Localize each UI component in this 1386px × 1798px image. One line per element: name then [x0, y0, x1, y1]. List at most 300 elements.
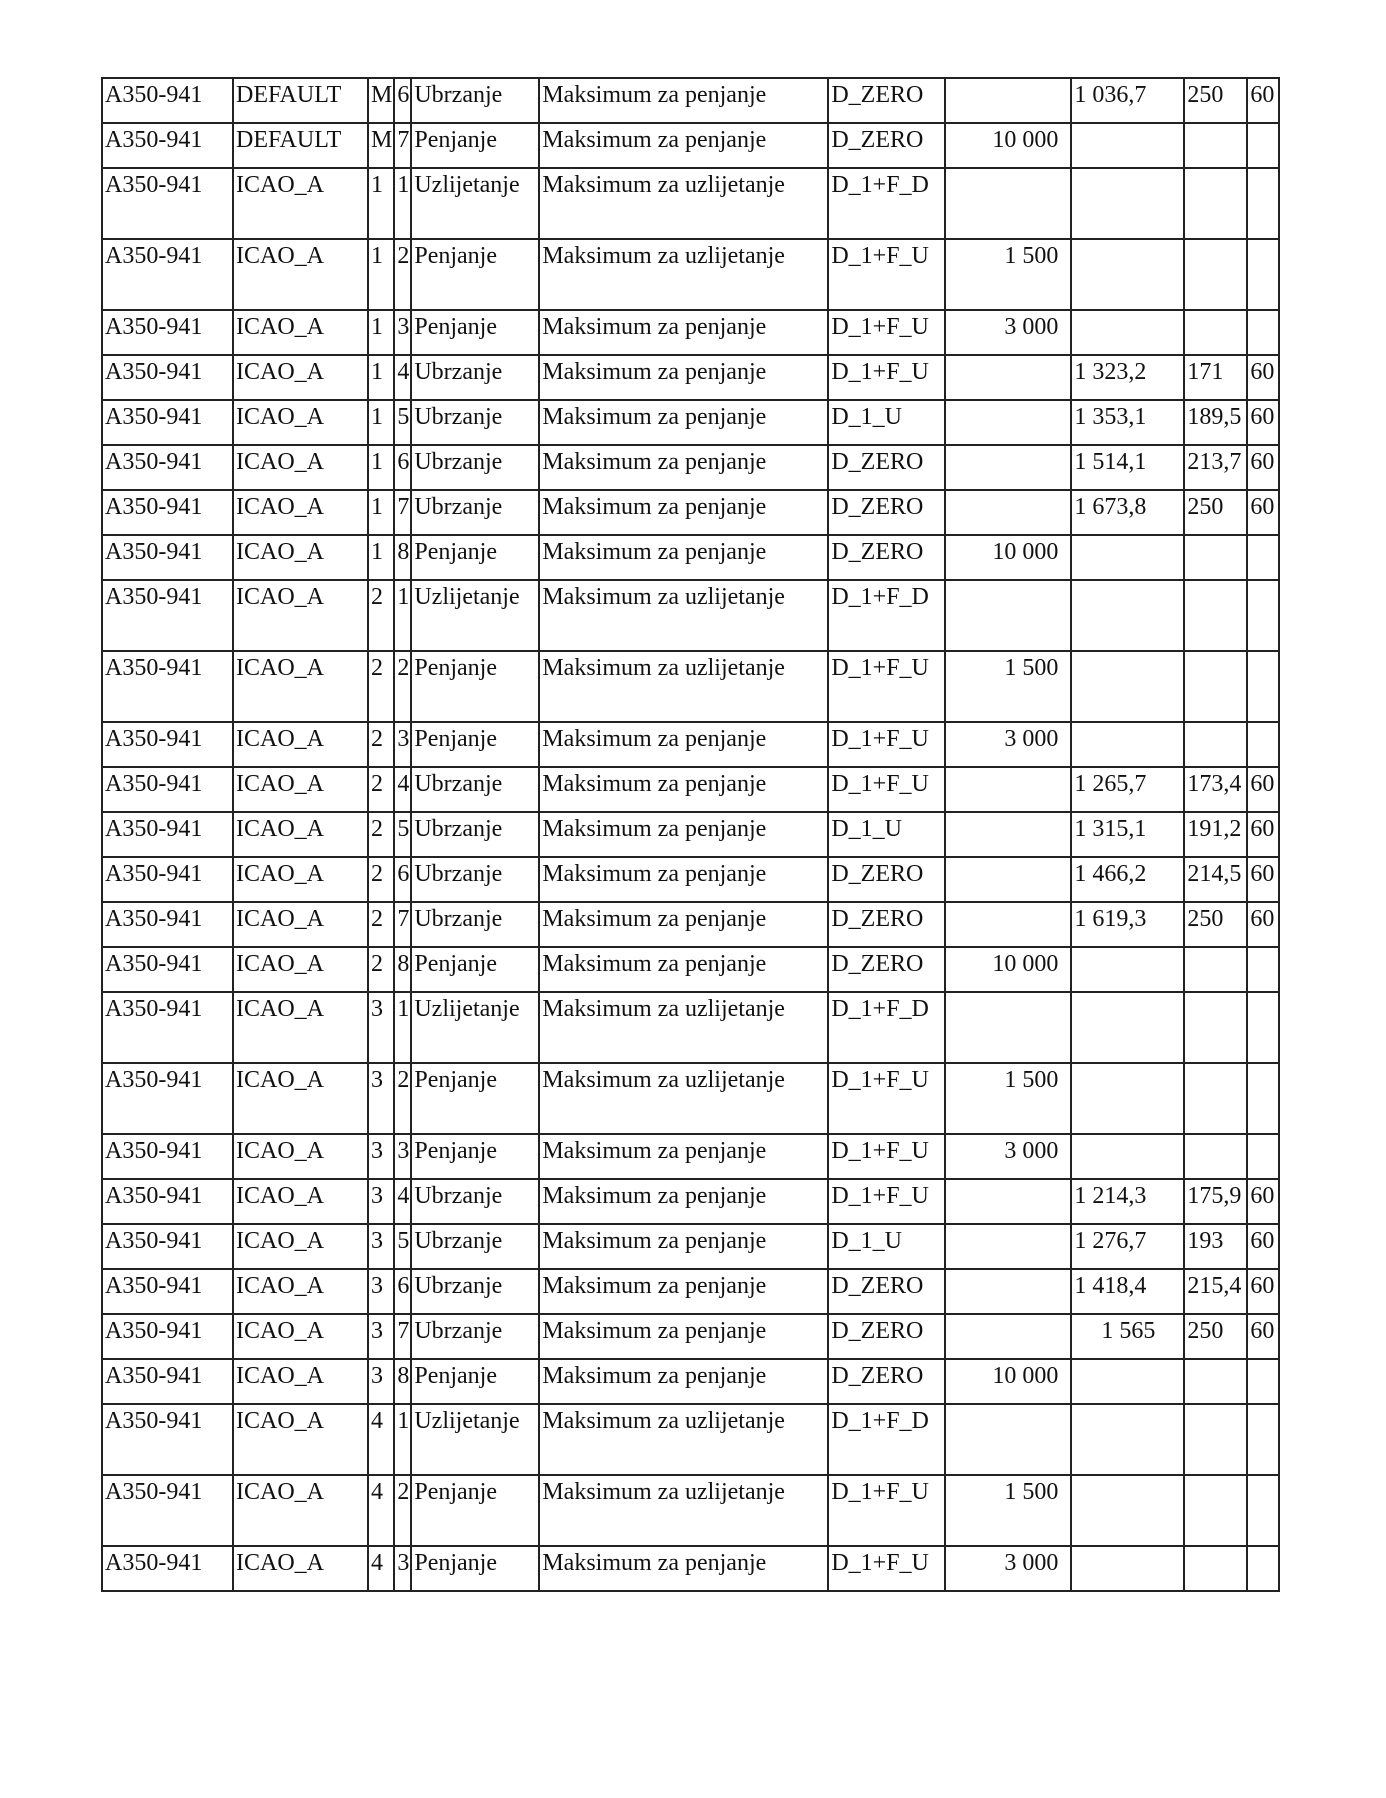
phase-cell: Ubrzanje: [411, 857, 539, 902]
angle-cell: 60: [1247, 400, 1279, 445]
config-cell: D_ZERO: [828, 490, 945, 535]
table-row: [102, 123, 1279, 168]
altitude-cell: [945, 1179, 1071, 1224]
angle-cell: 60: [1247, 78, 1279, 123]
aircraft-cell: A350-941: [102, 1546, 233, 1591]
angle-cell: 60: [1247, 1314, 1279, 1359]
aircraft-cell: A350-941: [102, 1134, 233, 1179]
phase-cell: Ubrzanje: [411, 812, 539, 857]
procedure-cell: ICAO_A: [233, 239, 368, 310]
procedure-cell: ICAO_A: [233, 1546, 368, 1591]
table-row: [102, 857, 1279, 902]
table-row: [102, 168, 1279, 239]
thrust-cell: Maksimum za uzlijetanje: [539, 992, 828, 1063]
thrust-cell: Maksimum za penjanje: [539, 400, 828, 445]
distance-cell: [1071, 168, 1184, 239]
speed-cell: 189,5: [1184, 400, 1247, 445]
config-cell: D_1+F_D: [828, 168, 945, 239]
phase-cell: Ubrzanje: [411, 400, 539, 445]
config-cell: D_ZERO: [828, 857, 945, 902]
speed-cell: [1184, 1063, 1247, 1134]
distance-cell: 1 418,4: [1071, 1269, 1184, 1314]
altitude-cell: [945, 902, 1071, 947]
altitude-cell: [945, 1314, 1071, 1359]
phase-cell: Ubrzanje: [411, 445, 539, 490]
distance-cell: 1 265,7: [1071, 767, 1184, 812]
step-cell: 5: [394, 1224, 411, 1269]
procedure-cell: ICAO_A: [233, 400, 368, 445]
step-cell: 2: [394, 1475, 411, 1546]
procedure-cell: ICAO_A: [233, 857, 368, 902]
group-cell: M: [368, 123, 394, 168]
group-cell: 2: [368, 947, 394, 992]
phase-cell: Uzlijetanje: [411, 1404, 539, 1475]
step-cell: 7: [394, 123, 411, 168]
angle-cell: [1247, 239, 1279, 310]
step-cell: 4: [394, 767, 411, 812]
aircraft-cell: A350-941: [102, 812, 233, 857]
speed-cell: 175,9: [1184, 1179, 1247, 1224]
phase-cell: Ubrzanje: [411, 78, 539, 123]
thrust-cell: Maksimum za penjanje: [539, 490, 828, 535]
data-table: [101, 77, 1280, 1592]
config-cell: D_1+F_U: [828, 767, 945, 812]
distance-cell: [1071, 580, 1184, 651]
group-cell: 2: [368, 902, 394, 947]
thrust-cell: Maksimum za penjanje: [539, 857, 828, 902]
speed-cell: 171: [1184, 355, 1247, 400]
speed-cell: [1184, 1546, 1247, 1591]
thrust-cell: Maksimum za uzlijetanje: [539, 1063, 828, 1134]
phase-cell: Ubrzanje: [411, 490, 539, 535]
aircraft-cell: A350-941: [102, 535, 233, 580]
group-cell: 2: [368, 651, 394, 722]
thrust-cell: Maksimum za penjanje: [539, 1224, 828, 1269]
altitude-cell: 1 500: [945, 651, 1071, 722]
group-cell: 3: [368, 992, 394, 1063]
step-cell: 6: [394, 78, 411, 123]
group-cell: 3: [368, 1359, 394, 1404]
distance-cell: 1 565: [1071, 1314, 1184, 1359]
altitude-cell: [945, 168, 1071, 239]
speed-cell: [1184, 310, 1247, 355]
config-cell: D_ZERO: [828, 1269, 945, 1314]
table-row: [102, 651, 1279, 722]
table-row: [102, 947, 1279, 992]
thrust-cell: Maksimum za penjanje: [539, 947, 828, 992]
procedure-cell: ICAO_A: [233, 947, 368, 992]
table-row: [102, 1546, 1279, 1591]
speed-cell: 214,5: [1184, 857, 1247, 902]
aircraft-cell: A350-941: [102, 445, 233, 490]
step-cell: 1: [394, 1404, 411, 1475]
distance-cell: [1071, 123, 1184, 168]
thrust-cell: Maksimum za penjanje: [539, 767, 828, 812]
altitude-cell: [945, 445, 1071, 490]
altitude-cell: [945, 1404, 1071, 1475]
speed-cell: [1184, 168, 1247, 239]
altitude-cell: [945, 1224, 1071, 1269]
thrust-cell: Maksimum za uzlijetanje: [539, 1404, 828, 1475]
distance-cell: 1 466,2: [1071, 857, 1184, 902]
group-cell: 4: [368, 1546, 394, 1591]
config-cell: D_1+F_U: [828, 310, 945, 355]
aircraft-cell: A350-941: [102, 1404, 233, 1475]
procedure-cell: ICAO_A: [233, 1475, 368, 1546]
table-row: [102, 992, 1279, 1063]
procedure-cell: ICAO_A: [233, 812, 368, 857]
angle-cell: [1247, 1546, 1279, 1591]
aircraft-cell: A350-941: [102, 767, 233, 812]
phase-cell: Ubrzanje: [411, 1224, 539, 1269]
aircraft-cell: A350-941: [102, 1063, 233, 1134]
table-row: [102, 535, 1279, 580]
phase-cell: Penjanje: [411, 1134, 539, 1179]
group-cell: 1: [368, 490, 394, 535]
thrust-cell: Maksimum za penjanje: [539, 1359, 828, 1404]
phase-cell: Penjanje: [411, 239, 539, 310]
angle-cell: 60: [1247, 902, 1279, 947]
group-cell: 3: [368, 1134, 394, 1179]
thrust-cell: Maksimum za penjanje: [539, 1134, 828, 1179]
group-cell: 2: [368, 812, 394, 857]
table-row: [102, 1134, 1279, 1179]
thrust-cell: Maksimum za penjanje: [539, 1179, 828, 1224]
aircraft-cell: A350-941: [102, 722, 233, 767]
speed-cell: 250: [1184, 490, 1247, 535]
step-cell: 8: [394, 535, 411, 580]
procedure-cell: ICAO_A: [233, 1063, 368, 1134]
table-row: [102, 400, 1279, 445]
altitude-cell: 10 000: [945, 123, 1071, 168]
speed-cell: [1184, 1359, 1247, 1404]
speed-cell: 193: [1184, 1224, 1247, 1269]
group-cell: 4: [368, 1475, 394, 1546]
phase-cell: Ubrzanje: [411, 1269, 539, 1314]
speed-cell: [1184, 1404, 1247, 1475]
config-cell: D_1+F_D: [828, 1404, 945, 1475]
speed-cell: 213,7: [1184, 445, 1247, 490]
config-cell: D_ZERO: [828, 1314, 945, 1359]
distance-cell: [1071, 947, 1184, 992]
table-row: [102, 1179, 1279, 1224]
table-row: [102, 1269, 1279, 1314]
procedure-cell: ICAO_A: [233, 355, 368, 400]
procedure-cell: ICAO_A: [233, 1314, 368, 1359]
group-cell: M: [368, 78, 394, 123]
distance-cell: 1 036,7: [1071, 78, 1184, 123]
aircraft-cell: A350-941: [102, 400, 233, 445]
speed-cell: [1184, 239, 1247, 310]
distance-cell: 1 353,1: [1071, 400, 1184, 445]
angle-cell: 60: [1247, 1269, 1279, 1314]
altitude-cell: 1 500: [945, 1063, 1071, 1134]
table-row: [102, 767, 1279, 812]
speed-cell: 250: [1184, 1314, 1247, 1359]
angle-cell: 60: [1247, 1224, 1279, 1269]
angle-cell: 60: [1247, 767, 1279, 812]
angle-cell: 60: [1247, 1179, 1279, 1224]
speed-cell: 250: [1184, 78, 1247, 123]
config-cell: D_ZERO: [828, 445, 945, 490]
procedure-cell: ICAO_A: [233, 580, 368, 651]
altitude-cell: 3 000: [945, 1134, 1071, 1179]
distance-cell: [1071, 239, 1184, 310]
altitude-cell: 10 000: [945, 535, 1071, 580]
distance-cell: [1071, 992, 1184, 1063]
phase-cell: Uzlijetanje: [411, 168, 539, 239]
speed-cell: 173,4: [1184, 767, 1247, 812]
aircraft-cell: A350-941: [102, 1224, 233, 1269]
altitude-cell: [945, 767, 1071, 812]
distance-cell: [1071, 651, 1184, 722]
altitude-cell: 3 000: [945, 722, 1071, 767]
aircraft-cell: A350-941: [102, 1475, 233, 1546]
speed-cell: [1184, 1134, 1247, 1179]
angle-cell: [1247, 1359, 1279, 1404]
distance-cell: [1071, 1475, 1184, 1546]
speed-cell: [1184, 1475, 1247, 1546]
procedure-cell: DEFAULT: [233, 78, 368, 123]
angle-cell: 60: [1247, 857, 1279, 902]
thrust-cell: Maksimum za penjanje: [539, 902, 828, 947]
speed-cell: [1184, 580, 1247, 651]
group-cell: 3: [368, 1269, 394, 1314]
altitude-cell: [945, 78, 1071, 123]
config-cell: D_ZERO: [828, 902, 945, 947]
thrust-cell: Maksimum za uzlijetanje: [539, 239, 828, 310]
phase-cell: Ubrzanje: [411, 902, 539, 947]
step-cell: 8: [394, 947, 411, 992]
altitude-cell: [945, 580, 1071, 651]
group-cell: 3: [368, 1063, 394, 1134]
aircraft-cell: A350-941: [102, 1359, 233, 1404]
group-cell: 1: [368, 400, 394, 445]
group-cell: 3: [368, 1224, 394, 1269]
step-cell: 5: [394, 812, 411, 857]
speed-cell: [1184, 535, 1247, 580]
procedure-cell: ICAO_A: [233, 767, 368, 812]
step-cell: 4: [394, 355, 411, 400]
config-cell: D_1_U: [828, 1224, 945, 1269]
aircraft-cell: A350-941: [102, 490, 233, 535]
table-row: [102, 1063, 1279, 1134]
phase-cell: Penjanje: [411, 1359, 539, 1404]
procedure-cell: ICAO_A: [233, 651, 368, 722]
thrust-cell: Maksimum za penjanje: [539, 1546, 828, 1591]
thrust-cell: Maksimum za uzlijetanje: [539, 1475, 828, 1546]
distance-cell: [1071, 722, 1184, 767]
config-cell: D_ZERO: [828, 123, 945, 168]
config-cell: D_1+F_U: [828, 1475, 945, 1546]
altitude-cell: [945, 490, 1071, 535]
phase-cell: Uzlijetanje: [411, 992, 539, 1063]
distance-cell: 1 323,2: [1071, 355, 1184, 400]
phase-cell: Ubrzanje: [411, 1314, 539, 1359]
table-row: [102, 445, 1279, 490]
angle-cell: [1247, 580, 1279, 651]
config-cell: D_1+F_U: [828, 722, 945, 767]
speed-cell: [1184, 947, 1247, 992]
thrust-cell: Maksimum za penjanje: [539, 722, 828, 767]
altitude-cell: [945, 400, 1071, 445]
phase-cell: Penjanje: [411, 1475, 539, 1546]
config-cell: D_1+F_U: [828, 1063, 945, 1134]
phase-cell: Penjanje: [411, 1546, 539, 1591]
aircraft-cell: A350-941: [102, 947, 233, 992]
group-cell: 1: [368, 355, 394, 400]
procedure-cell: ICAO_A: [233, 1224, 368, 1269]
distance-cell: 1 619,3: [1071, 902, 1184, 947]
altitude-cell: 10 000: [945, 1359, 1071, 1404]
aircraft-cell: A350-941: [102, 355, 233, 400]
step-cell: 7: [394, 902, 411, 947]
angle-cell: 60: [1247, 812, 1279, 857]
phase-cell: Penjanje: [411, 535, 539, 580]
speed-cell: 250: [1184, 902, 1247, 947]
table-row: [102, 1224, 1279, 1269]
group-cell: 2: [368, 722, 394, 767]
aircraft-cell: A350-941: [102, 78, 233, 123]
group-cell: 1: [368, 535, 394, 580]
phase-cell: Ubrzanje: [411, 767, 539, 812]
step-cell: 7: [394, 1314, 411, 1359]
config-cell: D_1+F_D: [828, 992, 945, 1063]
distance-cell: [1071, 1134, 1184, 1179]
thrust-cell: Maksimum za penjanje: [539, 445, 828, 490]
speed-cell: [1184, 992, 1247, 1063]
aircraft-cell: A350-941: [102, 239, 233, 310]
group-cell: 1: [368, 168, 394, 239]
thrust-cell: Maksimum za penjanje: [539, 355, 828, 400]
distance-cell: 1 514,1: [1071, 445, 1184, 490]
aircraft-cell: A350-941: [102, 651, 233, 722]
angle-cell: [1247, 722, 1279, 767]
config-cell: D_1+F_D: [828, 580, 945, 651]
step-cell: 6: [394, 1269, 411, 1314]
step-cell: 3: [394, 1134, 411, 1179]
config-cell: D_1+F_U: [828, 239, 945, 310]
procedure-cell: ICAO_A: [233, 1134, 368, 1179]
angle-cell: [1247, 123, 1279, 168]
distance-cell: [1071, 1546, 1184, 1591]
procedure-cell: ICAO_A: [233, 490, 368, 535]
altitude-cell: 3 000: [945, 1546, 1071, 1591]
angle-cell: [1247, 310, 1279, 355]
aircraft-cell: A350-941: [102, 123, 233, 168]
thrust-cell: Maksimum za uzlijetanje: [539, 168, 828, 239]
config-cell: D_1+F_U: [828, 1179, 945, 1224]
aircraft-cell: A350-941: [102, 857, 233, 902]
config-cell: D_1_U: [828, 812, 945, 857]
speed-cell: [1184, 722, 1247, 767]
phase-cell: Penjanje: [411, 310, 539, 355]
phase-cell: Ubrzanje: [411, 1179, 539, 1224]
distance-cell: [1071, 310, 1184, 355]
aircraft-cell: A350-941: [102, 992, 233, 1063]
thrust-cell: Maksimum za penjanje: [539, 78, 828, 123]
group-cell: 2: [368, 857, 394, 902]
table-row: [102, 722, 1279, 767]
table-row: [102, 355, 1279, 400]
altitude-cell: 3 000: [945, 310, 1071, 355]
table-row: [102, 580, 1279, 651]
altitude-cell: [945, 992, 1071, 1063]
distance-cell: [1071, 1359, 1184, 1404]
procedure-cell: ICAO_A: [233, 310, 368, 355]
step-cell: 3: [394, 1546, 411, 1591]
angle-cell: [1247, 1404, 1279, 1475]
procedure-cell: ICAO_A: [233, 902, 368, 947]
speed-cell: [1184, 651, 1247, 722]
procedure-cell: ICAO_A: [233, 1269, 368, 1314]
phase-cell: Penjanje: [411, 722, 539, 767]
config-cell: D_ZERO: [828, 78, 945, 123]
config-cell: D_1+F_U: [828, 1546, 945, 1591]
step-cell: 3: [394, 310, 411, 355]
phase-cell: Penjanje: [411, 947, 539, 992]
angle-cell: [1247, 1063, 1279, 1134]
table-row: [102, 1475, 1279, 1546]
angle-cell: [1247, 535, 1279, 580]
aircraft-cell: A350-941: [102, 310, 233, 355]
aircraft-cell: A350-941: [102, 1269, 233, 1314]
altitude-cell: 1 500: [945, 1475, 1071, 1546]
thrust-cell: Maksimum za penjanje: [539, 812, 828, 857]
config-cell: D_1+F_U: [828, 355, 945, 400]
table-row: [102, 1359, 1279, 1404]
procedure-cell: ICAO_A: [233, 992, 368, 1063]
step-cell: 7: [394, 490, 411, 535]
distance-cell: 1 673,8: [1071, 490, 1184, 535]
step-cell: 5: [394, 400, 411, 445]
aircraft-cell: A350-941: [102, 1179, 233, 1224]
aircraft-cell: A350-941: [102, 1314, 233, 1359]
speed-cell: 215,4: [1184, 1269, 1247, 1314]
table-row: [102, 902, 1279, 947]
step-cell: 1: [394, 580, 411, 651]
distance-cell: [1071, 535, 1184, 580]
procedure-cell: ICAO_A: [233, 1359, 368, 1404]
thrust-cell: Maksimum za penjanje: [539, 1314, 828, 1359]
phase-cell: Penjanje: [411, 651, 539, 722]
angle-cell: [1247, 651, 1279, 722]
distance-cell: [1071, 1063, 1184, 1134]
angle-cell: [1247, 168, 1279, 239]
step-cell: 3: [394, 722, 411, 767]
table-row: [102, 1314, 1279, 1359]
config-cell: D_ZERO: [828, 1359, 945, 1404]
group-cell: 3: [368, 1314, 394, 1359]
phase-cell: Penjanje: [411, 1063, 539, 1134]
procedure-cell: ICAO_A: [233, 1179, 368, 1224]
step-cell: 6: [394, 857, 411, 902]
distance-cell: 1 315,1: [1071, 812, 1184, 857]
thrust-cell: Maksimum za uzlijetanje: [539, 580, 828, 651]
group-cell: 3: [368, 1179, 394, 1224]
config-cell: D_1_U: [828, 400, 945, 445]
step-cell: 2: [394, 651, 411, 722]
phase-cell: Penjanje: [411, 123, 539, 168]
table-row: [102, 78, 1279, 123]
table-row: [102, 239, 1279, 310]
angle-cell: 60: [1247, 490, 1279, 535]
speed-cell: [1184, 123, 1247, 168]
angle-cell: [1247, 947, 1279, 992]
angle-cell: [1247, 1475, 1279, 1546]
table-row: [102, 310, 1279, 355]
angle-cell: 60: [1247, 445, 1279, 490]
